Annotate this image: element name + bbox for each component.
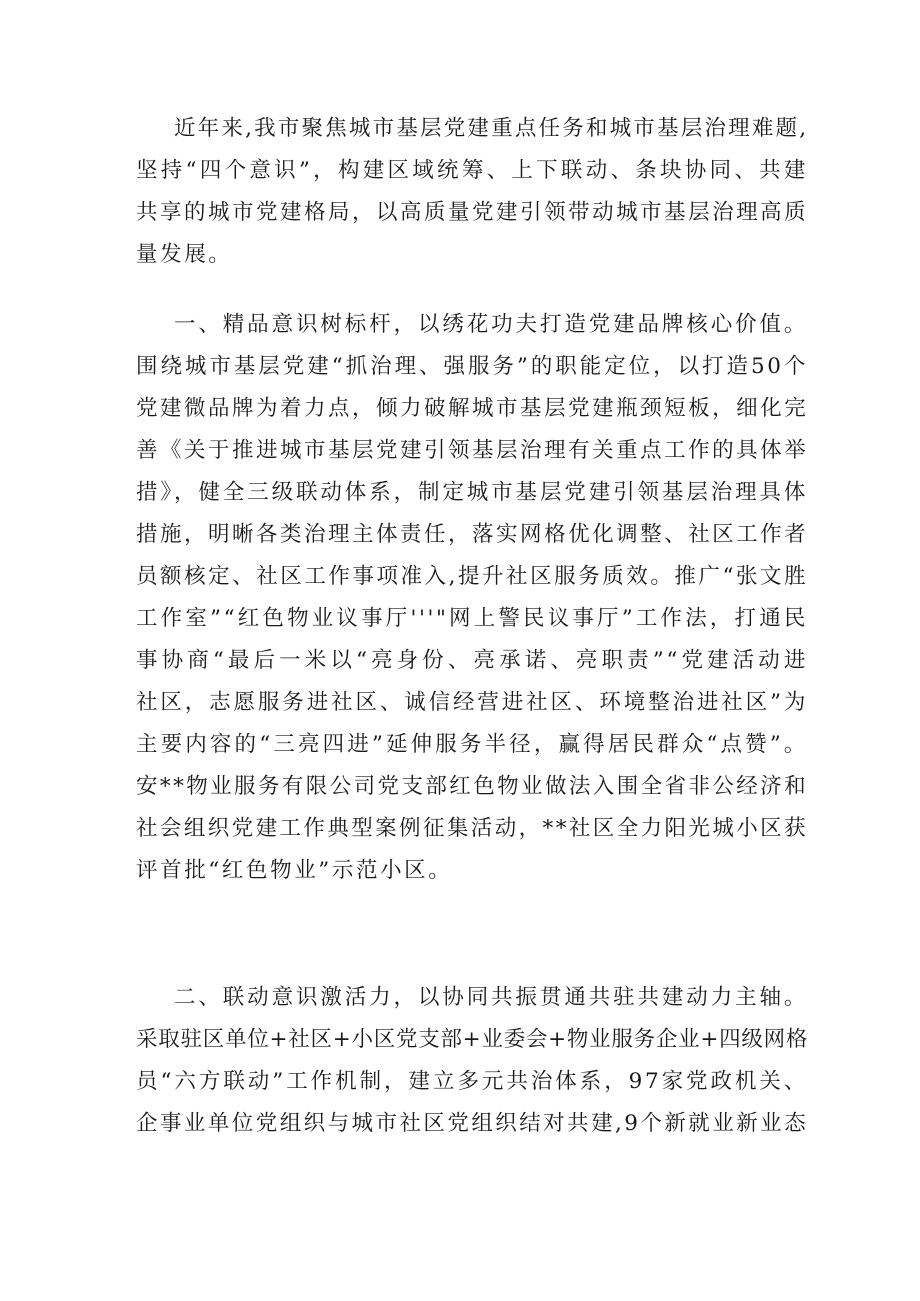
text-line: 近年来,我市聚焦城市基层党建重点任务和城市基层治理难题, <box>174 116 809 141</box>
text-line: 员额核定、社区工作事项准入,提升社区服务质效。推广“张文胜 <box>136 564 808 589</box>
text-line: 事协商“最后一米以“亮身份、亮承诺、亮职责”“党建活动进 <box>136 648 808 673</box>
section-heading: 二、联动意识激活力，以协同共振贯通共驻共建动力主轴。 <box>174 985 808 1010</box>
text-line: 安**物业服务有限公司党支部红色物业做法入围全省非公经济和 <box>136 774 808 799</box>
text-line: 共享的城市党建格局，以高质量党建引领带动城市基层治理高质 <box>136 200 808 225</box>
paragraph-intro <box>136 108 808 276</box>
text-line: 措施，明晰各类治理主体责任，落实网格优化调整、社区工作者 <box>136 522 808 547</box>
text-line: 评首批“红色物业”示范小区。 <box>136 858 453 883</box>
text-line: 员“六方联动”工作机制，建立多元共治体系，97家党政机关、 <box>136 1069 808 1094</box>
section-heading: 一、精品意识树标杆，以绣花功夫打造党建品牌核心价值。 <box>174 312 808 337</box>
text-line: 量发展。 <box>136 242 233 267</box>
text-line: 党建微品牌为着力点，倾力破解城市基层党建瓶颈短板，细化完 <box>136 396 808 421</box>
text-line: 措》，健全三级联动体系，制定城市基层党建引领基层治理具体 <box>136 480 808 505</box>
text-line: 主要内容的“三亮四进”延伸服务半径，赢得居民群众“点赞”。 <box>136 732 808 757</box>
text-line: 坚持“四个意识”，构建区域统筹、上下联动、条块协同、共建 <box>136 158 808 183</box>
text-line: 企事业单位党组织与城市社区党组织结对共建,9个新就业新业态 <box>136 1111 808 1136</box>
text-line: 采取驻区单位+社区+小区党支部+业委会+物业服务企业+四级网格 <box>136 1027 808 1052</box>
paragraph-section-one <box>136 304 808 892</box>
text-line: 社会组织党建工作典型案例征集活动，**社区全力阳光城小区获 <box>136 816 808 841</box>
text-line: 围绕城市基层党建“抓治理、强服务”的职能定位，以打造50个 <box>136 354 808 379</box>
text-line: 善《关于推进城市基层党建引领基层治理有关重点工作的具体举 <box>136 438 808 463</box>
text-line: 社区，志愿服务进社区、诚信经营进社区、环境整治进社区”为 <box>136 690 808 715</box>
paragraph-section-two <box>136 977 808 1145</box>
text-line: 工作室”“红色物业议事厅'''"网上警民议事厅”工作法，打通民 <box>136 606 808 631</box>
